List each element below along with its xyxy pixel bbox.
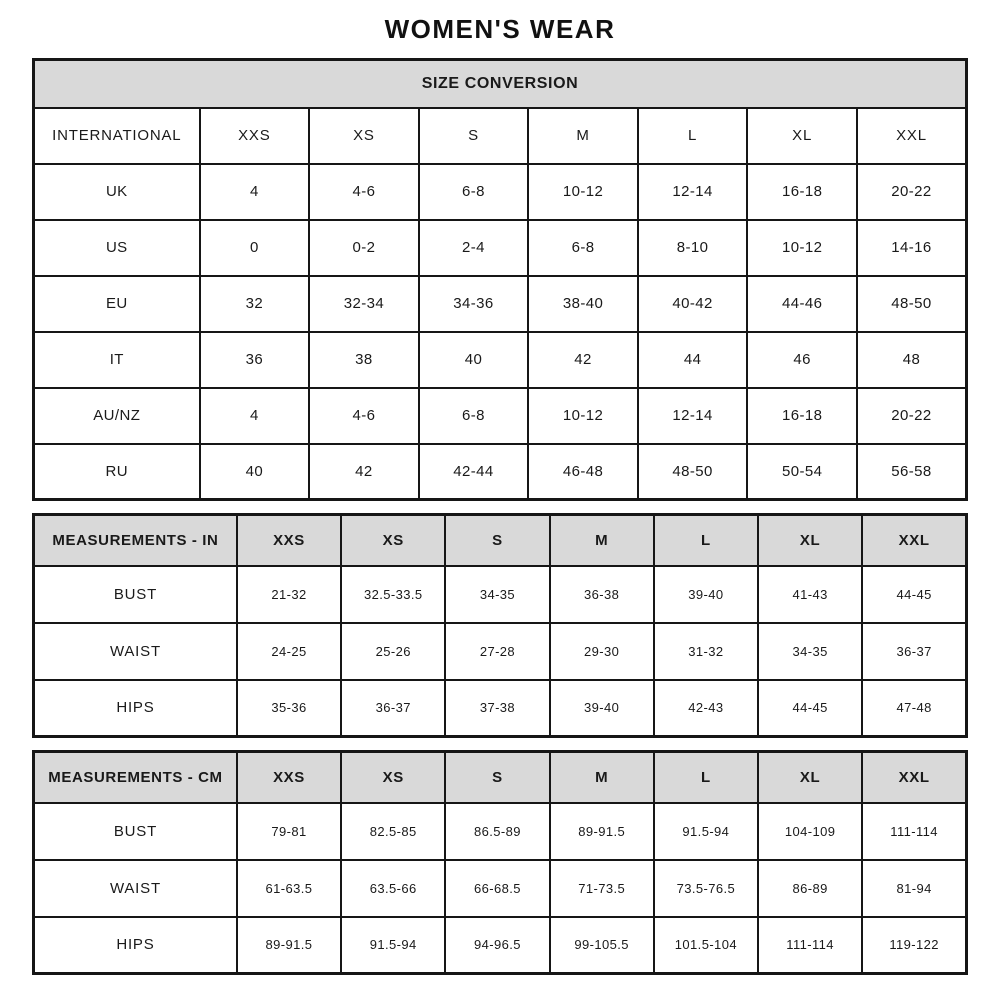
size-conversion-size-header: XS [309,108,419,164]
measurements-cm-value-cell: 63.5-66 [341,860,445,917]
measurements-cm-value-cell: 119-122 [862,917,966,974]
size-conversion-value-cell: 42 [309,444,419,500]
measurements-in-size-header: XXL [862,515,966,566]
measurements-cm-row-label: BUST [34,803,237,860]
measurements-cm-table [32,750,968,975]
measurements-cm-size-header: L [654,752,758,803]
measurements-cm-value-cell: 111-114 [862,803,966,860]
size-conversion-value-cell: 46-48 [528,444,638,500]
measurements-in-value-cell: 29-30 [550,623,654,680]
size-conversion-row-label: AU/NZ [34,388,200,444]
size-conversion-size-header: S [419,108,529,164]
size-conversion-row-label: IT [34,332,200,388]
measurements-in-value-cell: 36-37 [341,680,445,737]
size-conversion-value-cell: 0-2 [309,220,419,276]
size-conversion-size-header: XXL [857,108,967,164]
measurements-cm-value-cell: 94-96.5 [445,917,549,974]
measurements-cm-value-cell: 89-91.5 [550,803,654,860]
size-conversion-value-cell: 56-58 [857,444,967,500]
size-conversion-value-cell: 4-6 [309,164,419,220]
measurements-cm-size-header: XL [758,752,862,803]
size-conversion-label-header: INTERNATIONAL [34,108,200,164]
measurements-cm-header-row [34,752,967,803]
size-conversion-row [34,444,967,500]
measurements-cm-value-cell: 86-89 [758,860,862,917]
measurements-in-size-header: M [550,515,654,566]
measurements-in-value-cell: 34-35 [758,623,862,680]
measurements-cm-value-cell: 99-105.5 [550,917,654,974]
measurements-in-size-header: XXS [237,515,341,566]
measurements-cm-row-label: HIPS [34,917,237,974]
size-conversion-row-label: EU [34,276,200,332]
measurements-in-row [34,566,967,623]
measurements-in-value-cell: 42-43 [654,680,758,737]
measurements-in-label-header: MEASUREMENTS - IN [34,515,237,566]
size-conversion-value-cell: 10-12 [528,388,638,444]
size-conversion-size-header: XL [747,108,857,164]
size-conversion-row [34,276,967,332]
measurements-cm-value-cell: 79-81 [237,803,341,860]
measurements-cm-value-cell: 91.5-94 [654,803,758,860]
size-conversion-size-header: L [638,108,748,164]
size-conversion-value-cell: 32-34 [309,276,419,332]
size-conversion-value-cell: 40 [200,444,310,500]
measurements-cm-size-header: XXS [237,752,341,803]
size-conversion-value-cell: 42 [528,332,638,388]
size-conversion-row-label: RU [34,444,200,500]
size-conversion-value-cell: 4 [200,388,310,444]
measurements-cm-size-header: M [550,752,654,803]
size-conversion-value-cell: 14-16 [857,220,967,276]
measurements-in-row [34,623,967,680]
measurements-in-value-cell: 39-40 [654,566,758,623]
size-conversion-value-cell: 4-6 [309,388,419,444]
size-conversion-size-header: M [528,108,638,164]
measurements-cm-row [34,917,967,974]
measurements-cm-value-cell: 101.5-104 [654,917,758,974]
measurements-in-row-label: WAIST [34,623,237,680]
measurements-cm-value-cell: 73.5-76.5 [654,860,758,917]
size-conversion-value-cell: 48-50 [638,444,748,500]
size-conversion-size-header: XXS [200,108,310,164]
size-conversion-value-cell: 40 [419,332,529,388]
measurements-in-value-cell: 25-26 [341,623,445,680]
measurements-in-table [32,513,968,738]
measurements-in-value-cell: 36-37 [862,623,966,680]
measurements-in-value-cell: 47-48 [862,680,966,737]
measurements-cm-row [34,803,967,860]
measurements-in-value-cell: 27-28 [445,623,549,680]
measurements-cm-value-cell: 81-94 [862,860,966,917]
measurements-in-size-header: XL [758,515,862,566]
size-conversion-value-cell: 46 [747,332,857,388]
measurements-cm-value-cell: 89-91.5 [237,917,341,974]
measurements-in-row-label: BUST [34,566,237,623]
size-conversion-title: SIZE CONVERSION [34,60,967,108]
measurements-in-value-cell: 24-25 [237,623,341,680]
measurements-in-size-header: S [445,515,549,566]
size-conversion-value-cell: 34-36 [419,276,529,332]
size-conversion-value-cell: 6-8 [419,164,529,220]
size-conversion-value-cell: 48 [857,332,967,388]
measurements-in-value-cell: 37-38 [445,680,549,737]
measurements-in-row [34,680,967,737]
measurements-in-size-header: L [654,515,758,566]
size-conversion-row-label: UK [34,164,200,220]
size-conversion-value-cell: 16-18 [747,388,857,444]
measurements-in-value-cell: 44-45 [862,566,966,623]
measurements-cm-value-cell: 82.5-85 [341,803,445,860]
size-conversion-header-row [34,108,967,164]
size-conversion-value-cell: 8-10 [638,220,748,276]
size-conversion-row [34,332,967,388]
measurements-in-value-cell: 44-45 [758,680,862,737]
size-conversion-value-cell: 12-14 [638,164,748,220]
size-conversion-value-cell: 48-50 [857,276,967,332]
measurements-cm-row-label: WAIST [34,860,237,917]
measurements-cm-value-cell: 71-73.5 [550,860,654,917]
size-conversion-value-cell: 12-14 [638,388,748,444]
measurements-cm-size-header: S [445,752,549,803]
size-conversion-value-cell: 2-4 [419,220,529,276]
size-conversion-row [34,164,967,220]
measurements-in-size-header: XS [341,515,445,566]
measurements-in-header-row [34,515,967,566]
size-conversion-value-cell: 42-44 [419,444,529,500]
size-conversion-value-cell: 6-8 [419,388,529,444]
measurements-in-value-cell: 35-36 [237,680,341,737]
measurements-cm-size-header: XXL [862,752,966,803]
measurements-cm-size-header: XS [341,752,445,803]
measurements-cm-value-cell: 104-109 [758,803,862,860]
measurements-in-value-cell: 41-43 [758,566,862,623]
measurements-in-value-cell: 21-32 [237,566,341,623]
size-conversion-value-cell: 36 [200,332,310,388]
size-conversion-value-cell: 38-40 [528,276,638,332]
size-conversion-row [34,388,967,444]
size-conversion-row [34,220,967,276]
measurements-in-value-cell: 39-40 [550,680,654,737]
size-conversion-value-cell: 40-42 [638,276,748,332]
size-conversion-value-cell: 44-46 [747,276,857,332]
measurements-cm-value-cell: 86.5-89 [445,803,549,860]
size-conversion-value-cell: 6-8 [528,220,638,276]
size-conversion-value-cell: 20-22 [857,388,967,444]
measurements-cm-value-cell: 111-114 [758,917,862,974]
size-conversion-value-cell: 4 [200,164,310,220]
measurements-in-value-cell: 31-32 [654,623,758,680]
measurements-cm-label-header: MEASUREMENTS - CM [34,752,237,803]
size-conversion-value-cell: 10-12 [747,220,857,276]
measurements-in-value-cell: 34-35 [445,566,549,623]
size-conversion-value-cell: 38 [309,332,419,388]
measurements-cm-value-cell: 66-68.5 [445,860,549,917]
measurements-cm-row [34,860,967,917]
measurements-in-value-cell: 36-38 [550,566,654,623]
measurements-in-row-label: HIPS [34,680,237,737]
size-conversion-value-cell: 16-18 [747,164,857,220]
size-conversion-table [32,58,968,501]
measurements-cm-value-cell: 91.5-94 [341,917,445,974]
size-conversion-row-label: US [34,220,200,276]
measurements-in-value-cell: 32.5-33.5 [341,566,445,623]
size-conversion-title-row [34,60,967,108]
size-conversion-value-cell: 10-12 [528,164,638,220]
size-conversion-value-cell: 50-54 [747,444,857,500]
size-conversion-value-cell: 0 [200,220,310,276]
measurements-cm-value-cell: 61-63.5 [237,860,341,917]
size-conversion-value-cell: 20-22 [857,164,967,220]
size-conversion-value-cell: 44 [638,332,748,388]
page-title: WOMEN'S WEAR [384,14,616,44]
size-conversion-value-cell: 32 [200,276,310,332]
